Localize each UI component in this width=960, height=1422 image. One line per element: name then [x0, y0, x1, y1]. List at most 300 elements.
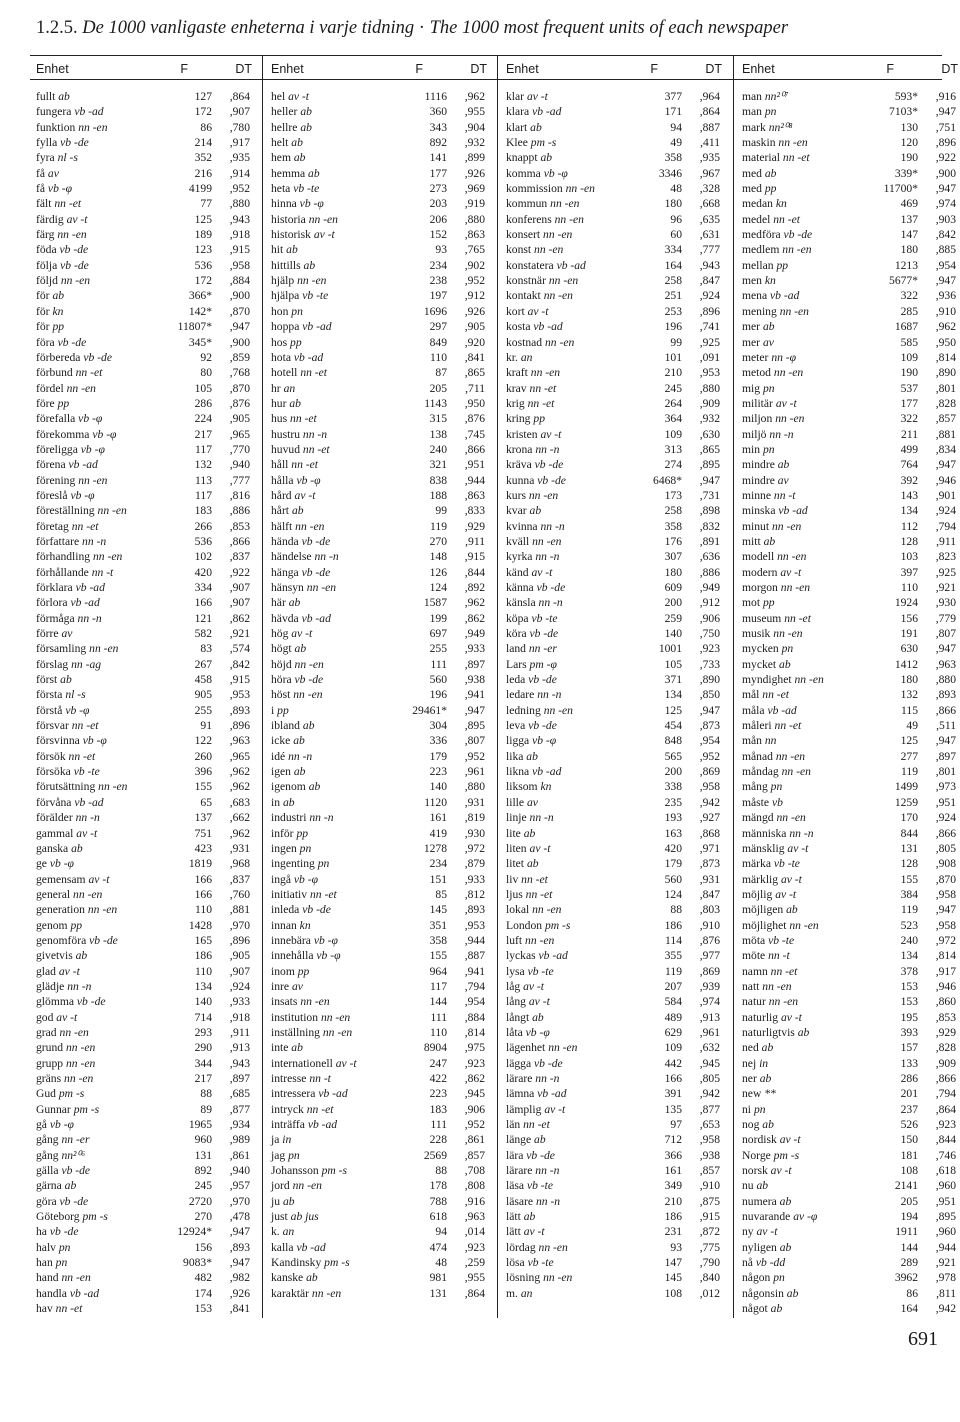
- dispersion-cell: ,866: [935, 703, 956, 717]
- frequency-cell: 981: [429, 1271, 447, 1285]
- unit-tag: ab: [71, 841, 83, 855]
- frequency-cell: 114: [665, 933, 682, 947]
- unit-word: litet: [506, 857, 525, 871]
- unit-cell: [36, 902, 117, 917]
- frequency-cell: 289: [900, 1256, 918, 1270]
- unit-tag: nn -en: [297, 274, 327, 288]
- table-row: [30, 672, 260, 687]
- dispersion-cell: ,893: [229, 703, 250, 717]
- table-row: [500, 273, 730, 288]
- dispersion-cell: ,916: [464, 1194, 485, 1208]
- frequency-cell: 277: [900, 749, 918, 763]
- table-row: [265, 687, 495, 702]
- unit-cell: [271, 595, 300, 610]
- dispersion-cell: ,893: [935, 688, 956, 702]
- frequency-cell: 153: [194, 1302, 212, 1316]
- column-divider: [497, 56, 498, 1318]
- column-header: [500, 58, 730, 80]
- unit-tag: ab: [306, 1271, 318, 1285]
- dispersion-cell: ,014: [464, 1225, 485, 1239]
- unit-cell: [271, 135, 303, 150]
- dispersion-cell: ,951: [935, 795, 956, 809]
- frequency-cell: 110: [901, 581, 918, 594]
- unit-tag: vb -ad: [302, 320, 332, 334]
- dispersion-cell: ,259: [464, 1256, 485, 1270]
- frequency-cell: 205: [900, 1194, 918, 1208]
- dispersion-cell: ,952: [464, 274, 485, 288]
- table-row: [30, 1040, 260, 1055]
- dispersion-cell: ,779: [935, 611, 956, 625]
- table-row: [500, 473, 730, 488]
- table-row: [265, 350, 495, 365]
- frequency-cell: 180: [664, 565, 682, 579]
- unit-word: natt: [742, 979, 760, 993]
- unit-tag: vb -dd: [755, 1256, 786, 1270]
- table-row: [736, 979, 960, 994]
- frequency-cell: 313: [664, 442, 682, 456]
- unit-cell: [506, 442, 559, 457]
- frequency-cell: 240: [900, 933, 918, 947]
- unit-tag: vb -de: [537, 473, 566, 487]
- table-row: [736, 1255, 960, 1270]
- dispersion-cell: ,842: [229, 657, 250, 671]
- dispersion-cell: ,944: [464, 473, 485, 487]
- unit-word: lille: [506, 795, 525, 809]
- frequency-cell: 119: [901, 765, 918, 779]
- dispersion-cell: ,816: [229, 488, 250, 502]
- dispersion-cell: ,932: [464, 136, 485, 150]
- unit-word: hävda: [271, 611, 299, 625]
- unit-word: färdig: [36, 212, 64, 226]
- unit-word: möjlig: [742, 887, 773, 901]
- unit-cell: [36, 1025, 89, 1040]
- dispersion-cell: ,837: [229, 872, 250, 886]
- unit-cell: [36, 703, 89, 718]
- table-row: [736, 135, 960, 150]
- unit-word: ner: [742, 1072, 757, 1085]
- table-row: [30, 733, 260, 748]
- unit-tag: nn -n: [789, 826, 814, 840]
- unit-cell: [271, 994, 330, 1009]
- unit-word: modern: [742, 565, 778, 579]
- unit-tag: nn -et: [309, 887, 337, 901]
- table-row: [736, 1178, 960, 1193]
- unit-cell: [36, 104, 104, 119]
- unit-word: möjlighet: [742, 918, 787, 932]
- dispersion-cell: ,906: [699, 611, 720, 625]
- table-row: [500, 89, 730, 104]
- unit-cell: [742, 779, 782, 794]
- unit-word: museum: [742, 611, 782, 625]
- frequency-cell: 164: [664, 258, 682, 272]
- table-row: [30, 1270, 260, 1285]
- unit-tag: nl -s: [65, 688, 86, 702]
- unit-cell: [36, 150, 78, 165]
- table-row: [265, 212, 495, 227]
- dispersion-cell: ,946: [935, 473, 956, 487]
- dispersion-cell: ,972: [935, 933, 956, 947]
- unit-word: helt: [271, 136, 289, 150]
- frequency-cell: 88: [435, 1164, 447, 1178]
- unit-cell: [36, 411, 102, 426]
- unit-cell: [271, 396, 301, 411]
- unit-word: ledning: [506, 703, 541, 717]
- unit-tag: vb -de: [59, 1194, 89, 1208]
- dispersion-cell: ,926: [464, 166, 485, 180]
- unit-cell: [36, 810, 100, 825]
- dispersion-cell: ,750: [699, 627, 720, 641]
- unit-word: ligga: [506, 734, 530, 748]
- unit-word: lösa: [506, 1256, 525, 1270]
- unit-cell: [742, 580, 810, 595]
- unit-word: mot: [742, 596, 761, 610]
- frequency-cell: 214: [194, 136, 212, 150]
- unit-word: Kandinsky: [271, 1256, 322, 1270]
- frequency-cell: 94: [435, 1225, 447, 1239]
- unit-cell: [36, 1102, 99, 1117]
- dispersion-cell: ,955: [464, 1271, 485, 1285]
- unit-word: leda: [506, 673, 526, 687]
- unit-word: köpa: [506, 611, 529, 625]
- frequency-cell: 964: [429, 964, 447, 978]
- frequency-cell: 304: [429, 719, 447, 733]
- unit-cell: [742, 196, 787, 211]
- frequency-cell: 144: [429, 995, 447, 1009]
- unit-tag: nn -en: [762, 979, 792, 993]
- frequency-cell: 211: [901, 427, 918, 441]
- table-row: [500, 104, 730, 119]
- unit-cell: [742, 902, 798, 917]
- table-row: [30, 1194, 260, 1209]
- table-row: [30, 779, 260, 794]
- unit-cell: [36, 1194, 88, 1209]
- unit-word: hem: [271, 151, 291, 165]
- unit-tag: pn: [299, 841, 312, 855]
- table-row: [736, 672, 960, 687]
- table-row: [500, 779, 730, 794]
- unit-cell: [36, 396, 69, 411]
- table-row: [265, 933, 495, 948]
- unit-cell: [271, 1086, 348, 1101]
- frequency-cell: 195: [900, 1010, 918, 1024]
- table-row: [30, 826, 260, 841]
- table-row: [30, 841, 260, 856]
- table-row: [265, 1270, 495, 1285]
- dispersion-cell: ,636: [699, 550, 720, 564]
- dispersion-cell: ,973: [935, 780, 956, 794]
- frequency-cell: 245: [194, 1179, 212, 1193]
- unit-tag: vb -ad: [778, 504, 808, 518]
- dispersion-cell: ,833: [464, 504, 485, 518]
- table-row: [30, 381, 260, 396]
- table-row: [500, 933, 730, 948]
- unit-cell: [271, 887, 337, 902]
- dispersion-cell: ,847: [699, 887, 720, 901]
- unit-tag: ab: [779, 657, 791, 671]
- table-row: [736, 365, 960, 380]
- dispersion-cell: ,574: [229, 642, 250, 656]
- unit-cell: [271, 810, 334, 825]
- table-row: [736, 1010, 960, 1025]
- unit-word: hotell: [271, 366, 298, 380]
- header-dt: DT: [470, 62, 487, 76]
- unit-cell: [36, 442, 105, 457]
- unit-word: lysa: [506, 964, 525, 978]
- table-row: [30, 258, 260, 273]
- dispersion-cell: ,864: [464, 1286, 485, 1300]
- table-row: [265, 1224, 495, 1239]
- dispersion-cell: ,844: [935, 1133, 956, 1147]
- unit-tag: nn -n: [77, 611, 102, 625]
- unit-tag: nn²⁰⁷: [764, 90, 789, 103]
- frequency-cell: 29461*: [412, 703, 447, 717]
- frequency-cell: 96: [670, 212, 682, 226]
- unit-tag: av -t: [528, 995, 550, 1009]
- frequency-cell: 145: [664, 1271, 682, 1285]
- unit-tag: ab: [529, 504, 542, 518]
- unit-tag: nn -et: [54, 197, 82, 211]
- unit-word: lägga: [506, 1056, 532, 1070]
- dispersion-cell: ,910: [699, 918, 720, 932]
- unit-cell: [742, 994, 798, 1009]
- dispersion-cell: ,880: [464, 212, 485, 226]
- table-row: [500, 565, 730, 580]
- dispersion-cell: ,890: [699, 673, 720, 687]
- table-row: [265, 457, 495, 472]
- frequency-cell: 420: [194, 565, 212, 579]
- unit-tag: ab: [540, 151, 553, 165]
- table-row: [265, 166, 495, 181]
- table-row: [30, 1286, 260, 1301]
- unit-cell: [506, 503, 541, 518]
- unit-cell: [506, 120, 542, 135]
- frequency-cell: 334: [194, 581, 212, 594]
- dispersion-cell: ,972: [464, 841, 485, 855]
- table-row: [30, 749, 260, 764]
- table-row: [30, 104, 260, 119]
- unit-tag: vb -te: [527, 1256, 554, 1270]
- unit-cell: [742, 1025, 809, 1040]
- unit-word: mig: [742, 381, 761, 395]
- unit-cell: [742, 396, 797, 411]
- table-row: [265, 1102, 495, 1117]
- unit-word: historisk: [271, 228, 311, 242]
- unit-tag: nn -en: [87, 903, 118, 917]
- unit-cell: [506, 1148, 555, 1163]
- dispersion-cell: ,866: [935, 826, 956, 840]
- unit-cell: [271, 641, 306, 656]
- table-row: [500, 120, 730, 135]
- unit-tag: vb -φ: [49, 857, 74, 871]
- table-row: [265, 242, 495, 257]
- header-f: F: [886, 62, 894, 76]
- frequency-cell: 157: [900, 1041, 918, 1055]
- frequency-cell: 259: [664, 611, 682, 625]
- frequency-cell: 88: [200, 1087, 212, 1101]
- table-row: [736, 641, 960, 656]
- dispersion-cell: ,926: [464, 304, 485, 318]
- unit-word: myndighet: [742, 673, 792, 687]
- frequency-cell: 89: [200, 1102, 212, 1116]
- unit-cell: [506, 687, 561, 702]
- unit-tag: pp: [52, 320, 65, 334]
- table-row: [736, 1163, 960, 1178]
- unit-word: låta: [506, 1025, 523, 1039]
- unit-word: inträffa: [271, 1118, 305, 1132]
- unit-tag: **: [764, 1087, 776, 1101]
- frequency-cell: 474: [429, 1240, 447, 1254]
- unit-tag: av -t: [531, 565, 553, 579]
- unit-tag: vb -de: [57, 335, 87, 349]
- frequency-cell: 345*: [188, 335, 212, 349]
- table-row: [30, 503, 260, 518]
- unit-tag: pp: [296, 826, 309, 840]
- unit-word: hjälpa: [271, 289, 300, 303]
- dispersion-cell: ,745: [464, 427, 485, 441]
- unit-cell: [742, 319, 775, 334]
- unit-tag: vb -φ: [47, 182, 73, 196]
- frequency-cell: 111: [430, 1118, 447, 1132]
- unit-word: namn: [742, 964, 768, 978]
- unit-word: hellre: [271, 120, 298, 134]
- unit-word: känsla: [506, 596, 536, 610]
- unit-word: hr: [271, 381, 281, 395]
- dispersion-cell: ,963: [935, 657, 956, 671]
- unit-word: mång: [742, 780, 768, 794]
- dispersion-cell: ,958: [935, 918, 956, 932]
- unit-cell: [506, 918, 570, 933]
- unit-tag: nn -n: [309, 811, 334, 825]
- dispersion-cell: ,947: [699, 703, 720, 717]
- unit-tag: pn: [317, 857, 330, 871]
- frequency-cell: 536: [194, 258, 212, 272]
- unit-tag: vb -de: [59, 243, 89, 257]
- unit-tag: nn -t: [768, 949, 790, 963]
- table-row: [736, 918, 960, 933]
- frequency-cell: 1428: [188, 918, 212, 932]
- frequency-cell: 228: [429, 1133, 447, 1147]
- dispersion-cell: ,861: [464, 1133, 485, 1147]
- frequency-cell: 97: [670, 1118, 682, 1132]
- unit-word: mer: [742, 320, 761, 334]
- table-row: [30, 427, 260, 442]
- unit-tag: nn -en: [543, 703, 573, 717]
- table-row: [265, 948, 495, 963]
- table-row: [736, 411, 960, 426]
- frequency-cell: 83: [200, 642, 212, 656]
- unit-tag: vb -te: [293, 182, 320, 196]
- dispersion-cell: ,907: [229, 581, 250, 594]
- table-row: [736, 1040, 960, 1055]
- table-row: [265, 902, 495, 917]
- unit-tag: pn: [764, 105, 777, 119]
- dispersion-cell: ,949: [699, 581, 720, 594]
- unit-cell: [742, 933, 794, 948]
- unit-word: ingen: [271, 841, 297, 855]
- unit-cell: [742, 1178, 768, 1193]
- unit-tag: nn -et: [291, 458, 319, 472]
- unit-cell: [36, 503, 127, 518]
- table-row: [500, 166, 730, 181]
- unit-tag: vb -de: [536, 581, 566, 594]
- dispersion-cell: ,841: [229, 1302, 250, 1316]
- dispersion-cell: ,947: [935, 182, 956, 196]
- dispersion-cell: ,012: [699, 1286, 720, 1300]
- frequency-cell: 183: [194, 504, 212, 518]
- unit-tag: vb -φ: [78, 412, 103, 426]
- dispersion-cell: ,881: [229, 903, 250, 917]
- unit-tag: av -t: [780, 565, 802, 579]
- unit-tag: vb -ad: [74, 105, 104, 119]
- table-row: [500, 1255, 730, 1270]
- unit-word: hänsyn: [271, 581, 304, 594]
- unit-cell: [506, 841, 550, 856]
- dispersion-cell: ,974: [935, 197, 956, 211]
- table-row: [265, 396, 495, 411]
- unit-word: förvåna: [36, 795, 72, 809]
- unit-cell: [36, 1148, 85, 1163]
- table-row: [500, 1148, 730, 1163]
- unit-cell: [271, 703, 289, 718]
- dispersion-cell: ,790: [699, 1256, 720, 1270]
- unit-word: hemma: [271, 166, 306, 180]
- table-row: [265, 595, 495, 610]
- frequency-cell: 186: [664, 918, 682, 932]
- dispersion-cell: ,910: [699, 1179, 720, 1193]
- table-row: [736, 104, 960, 119]
- dispersion-cell: ,866: [935, 1072, 956, 1085]
- dispersion-cell: ,925: [935, 565, 956, 579]
- table-row: [736, 718, 960, 733]
- dispersion-cell: ,850: [699, 688, 720, 702]
- unit-tag: vb -φ: [80, 442, 105, 456]
- frequency-cell: 142*: [188, 304, 212, 318]
- dispersion-cell: ,905: [229, 949, 250, 963]
- unit-word: försöka: [36, 765, 71, 779]
- frequency-cell: 194: [900, 1210, 918, 1224]
- table-row: [500, 611, 730, 626]
- dispersion-cell: ,733: [699, 657, 720, 671]
- frequency-cell: 87: [435, 366, 447, 380]
- frequency-cell: 1587: [423, 596, 447, 610]
- frequency-cell: 99: [670, 335, 682, 349]
- unit-cell: [506, 181, 595, 196]
- unit-cell: [271, 196, 324, 211]
- unit-word: ljus: [506, 887, 523, 901]
- dispersion-cell: ,896: [699, 304, 720, 318]
- table-row: [500, 1056, 730, 1071]
- unit-tag: vb -φ: [49, 1118, 74, 1132]
- unit-tag: nn -et: [773, 212, 800, 226]
- table-row: [500, 381, 730, 396]
- table-row: [265, 519, 495, 534]
- unit-tag: vb -de: [60, 258, 89, 272]
- table-row: [30, 979, 260, 994]
- unit-cell: [506, 1025, 550, 1040]
- unit-tag: av -t: [775, 396, 797, 410]
- unit-cell: [742, 795, 783, 810]
- unit-word: ned: [742, 1041, 759, 1055]
- dispersion-cell: ,844: [464, 565, 485, 579]
- table-row: [500, 242, 730, 257]
- table-row: [500, 549, 730, 564]
- unit-cell: [506, 994, 550, 1009]
- unit-word: maskin: [742, 136, 776, 150]
- table-row: [265, 227, 495, 242]
- unit-word: krig: [506, 396, 525, 410]
- unit-tag: ab: [294, 642, 307, 656]
- frequency-cell: 231: [664, 1225, 682, 1239]
